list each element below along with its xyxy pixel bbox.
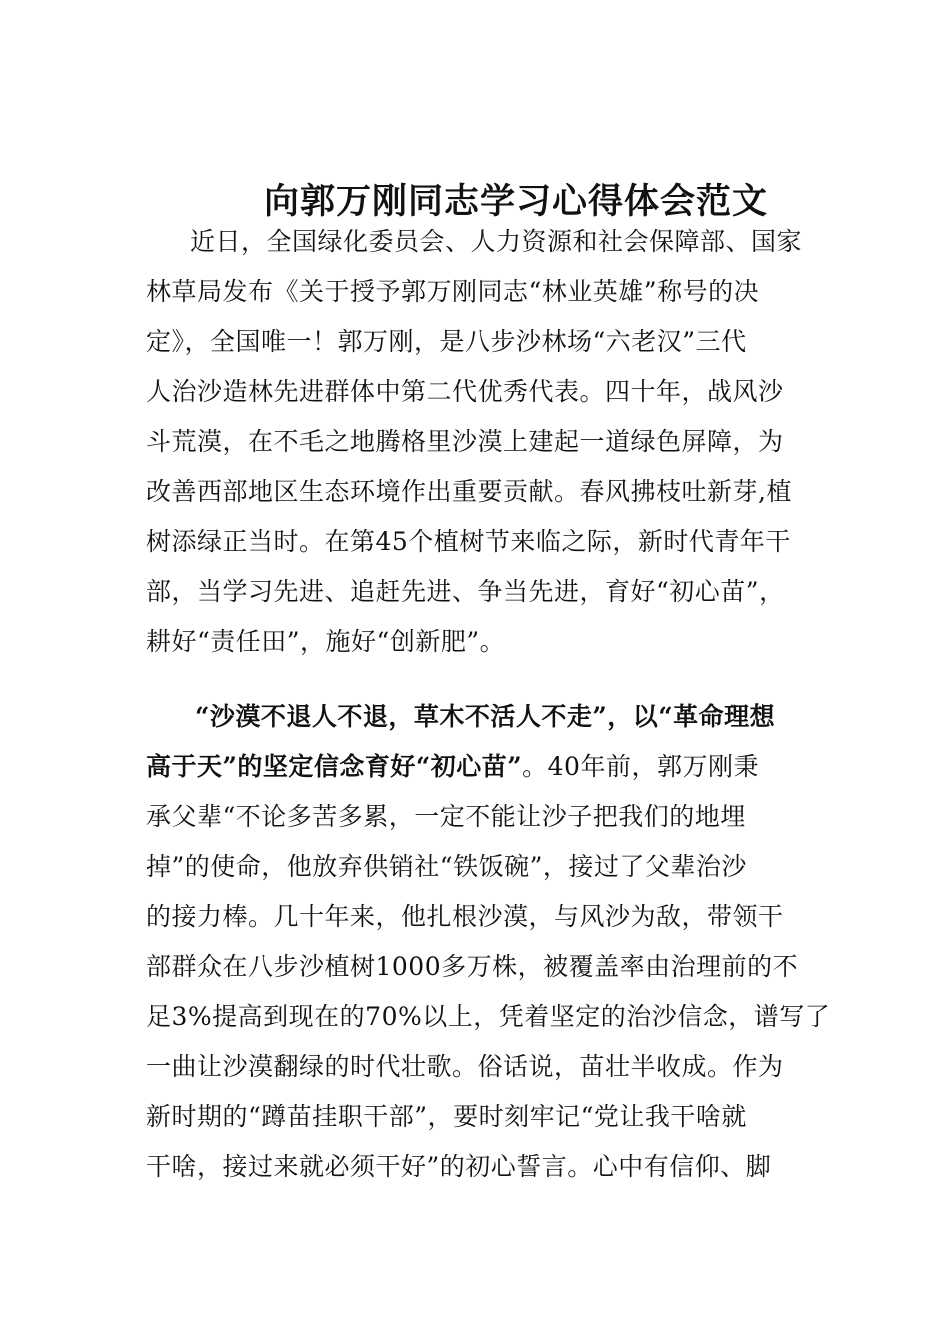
paragraph-1-line-4: 人治沙造林先进群体中第二代优秀代表。四十年，战风沙: [146, 377, 784, 406]
paragraph-2-line-8: 一曲让沙漠翻绿的时代壮歌。俗话说，苗壮半收成。作为: [146, 1052, 784, 1081]
paragraph-1-line-6: 改善西部地区生态环境作出重要贡献。春风拂枝吐新芽,植: [146, 477, 792, 506]
paragraph-1-line-9: 耕好“责任田”，施好“创新肥”。: [146, 627, 506, 656]
paragraph-1-line-1: 近日，全国绿化委员会、人力资源和社会保障部、国家: [190, 227, 803, 256]
paragraph-2-line-3: 承父辈“不论多苦多累，一定不能让沙子把我们的地埋: [146, 802, 746, 831]
paragraph-1-line-2: 林草局发布《关于授予郭万刚同志“林业英雄”称号的决: [146, 277, 760, 306]
paragraph-2-line-10: 干啥，接过来就必须干好”的初心誓言。心中有信仰、脚: [146, 1152, 772, 1181]
paragraph-1-line-8: 部，当学习先进、追赶先进、争当先进，育好“初心苗”，: [146, 577, 785, 606]
paragraph-1-line-3: 定》，全国唯一！郭万刚，是八步沙林场“六老汉”三代: [146, 327, 747, 356]
paragraph-1-line-7: 树添绿正当时。在第45个植树节来临之际，新时代青年干: [146, 527, 791, 556]
paragraph-2-line-6: 部群众在八步沙植树1000多万株，被覆盖率由治理前的不: [146, 952, 799, 981]
paragraph-2-line-1: “沙漠不退人不退，草木不活人不走”，以“革命理想: [195, 702, 776, 731]
paragraph-2-lead-rest: 。40年前，郭万刚秉: [522, 752, 759, 781]
paragraph-2-line-7: 足3%提高到现在的70%以上，凭着坚定的治沙信念，谱写了: [146, 1002, 831, 1031]
paragraph-2-line-2: [146, 747, 759, 787]
document-title: 向郭万刚同志学习心得体会范文: [264, 182, 769, 222]
paragraph-2-lead-bold: 高于天”的坚定信念育好“初心苗”: [146, 752, 523, 781]
paragraph-2-line-5: 的接力棒。几十年来，他扎根沙漠，与风沙为敌，带领干: [146, 902, 784, 931]
paragraph-2-line-9: 新时期的“蹲苗挂职干部”，要时刻牢记“党让我干啥就: [146, 1102, 747, 1131]
paragraph-1-line-5: 斗荒漠，在不毛之地腾格里沙漠上建起一道绿色屏障，为: [146, 427, 784, 456]
paragraph-2-line-4: 掉”的使命，他放弃供销社“铁饭碗”，接过了父辈治沙: [146, 852, 747, 881]
